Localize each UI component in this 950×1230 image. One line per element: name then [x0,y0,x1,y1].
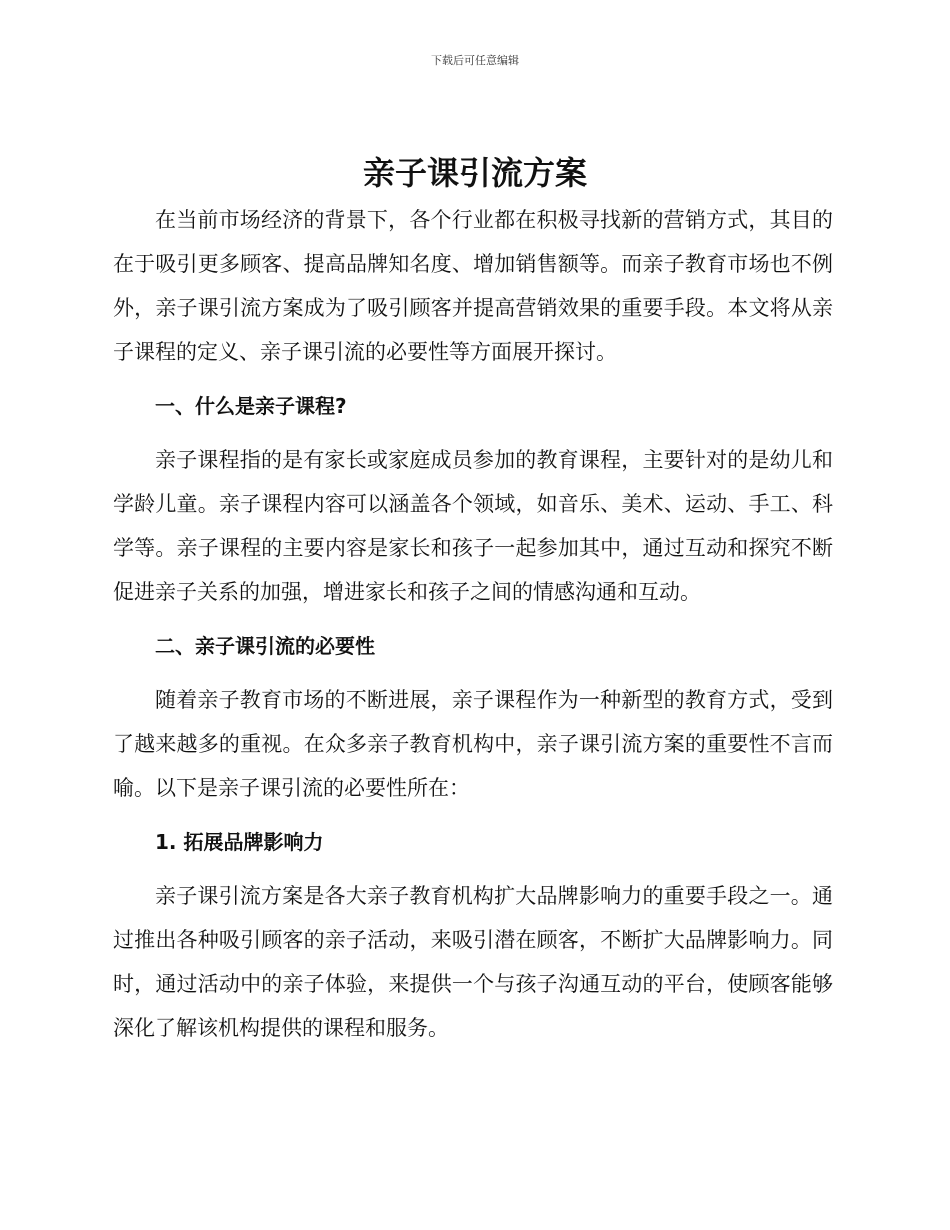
section-heading-2: 二、亲子课引流的必要性 [155,634,375,658]
section-paragraph-1: 亲子课程指的是有家长或家庭成员参加的教育课程，主要针对的是幼儿和学龄儿童。亲子课程内容可以涵盖各个领域，如音乐、美术、运动、手工、科学等。亲子课程的主要内容是家长和孩子一起参加其中，通过互动和探究不断促进亲子关系的加强，增进家长和孩子之间的情感沟通和互动。 [113,448,833,604]
subsection-paragraph-1: 亲子课引流方案是各大亲子教育机构扩大品牌影响力的重要手段之一。通过推出各种吸引顾客的亲子活动，来吸引潜在顾客，不断扩大品牌影响力。同时，通过活动中的亲子体验，来提供一个与孩子沟通互动的平台，使顾客能够深化了解该机构提供的课程和服务。 [113,884,833,1040]
document-body [113,198,833,1050]
subsection-heading-1: 1. 拓展品牌影响力 [155,830,324,854]
intro-paragraph: 在当前市场经济的背景下，各个行业都在积极寻找新的营销方式，其目的在于吸引更多顾客、提高品牌知名度、增加销售额等。而亲子教育市场也不例外，亲子课引流方案成为了吸引顾客并提高营销效果的重要手段。本文将从亲子课程的定义、亲子课引流的必要性等方面展开探讨。 [113,208,833,364]
section-paragraph-2: 随着亲子教育市场的不断进展，亲子课程作为一种新型的教育方式，受到了越来越多的重视。在众多亲子教育机构中，亲子课引流方案的重要性不言而喻。以下是亲子课引流的必要性所在： [113,688,833,800]
document-title: 亲子课引流方案 [362,154,587,192]
section-heading-1: 一、什么是亲子课程? [155,394,347,418]
header-note: 下载后可任意编辑 [431,54,519,67]
